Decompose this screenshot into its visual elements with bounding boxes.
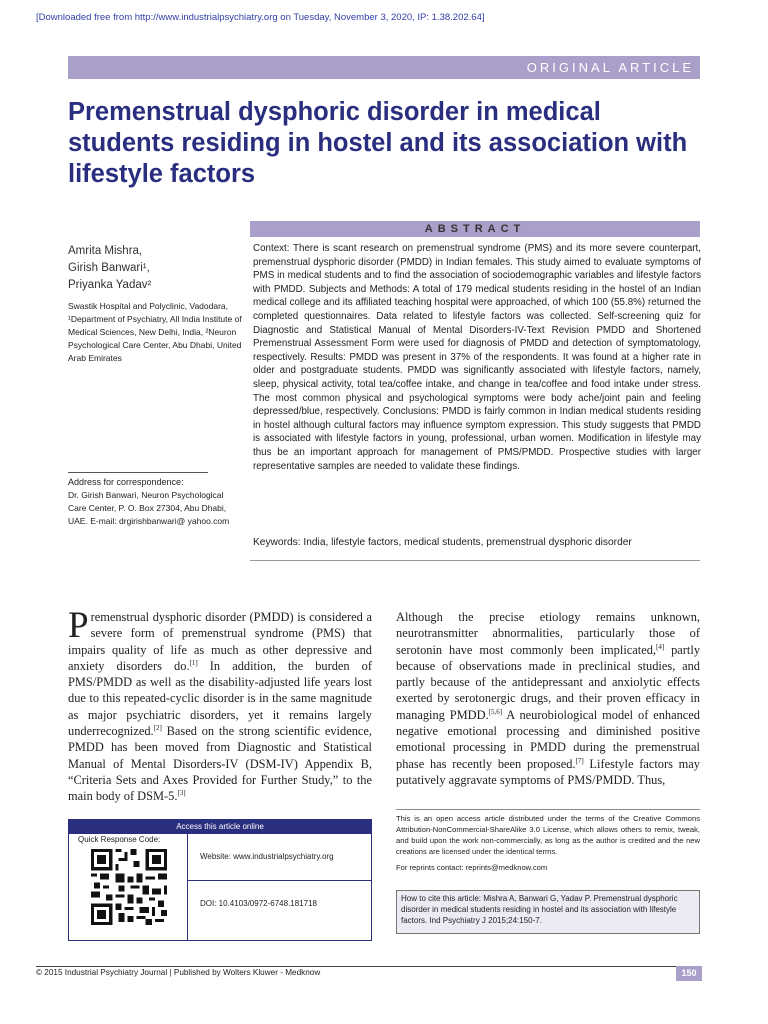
body-text: Based on the strong scientific evidence, PMDD has been moved from Diagnostic and Statistical Manual of Mental Disorders-IV (DSM-IV) Appendix B, “Criteria Sets and Axes Provided for Further Study,” to the main body of DSM-5. [68, 724, 372, 804]
doi-link[interactable]: DOI: 10.4103/0972-6748.181718 [200, 899, 317, 908]
body-column-right [396, 609, 700, 788]
body-text: partly because of observations made in preclinical studies, and partly because of the antidepressant and anxiolytic effects exerted by serotonergic drugs, and their proven efficacy in managing PMDD. [396, 642, 701, 722]
author-name: Amrita Mishra, [68, 245, 143, 257]
page-number: 150 [676, 966, 702, 981]
body-text: A neurobiological model of enhanced negative emotional processing and diminished positive emotional processing in PMDD during the premenstrual phase has recently been proposed. [396, 707, 700, 771]
access-divider [187, 833, 188, 940]
access-header: Access this article online [69, 820, 371, 834]
citation-ref[interactable]: [2] [153, 723, 162, 732]
access-divider [187, 880, 371, 881]
author-name: Girish Banwari¹, [68, 262, 150, 274]
reprints-contact: For reprints contact: reprints@medknow.com [396, 863, 548, 872]
author-affiliations: Swastik Hospital and Polyclinic, Vadodara, ¹Department of Psychiatry, All India Institute of Medical Sciences, New Delhi, India, ²Neuron Psychological Care Center, Abu Dhabi, United Arab Emirates [68, 301, 242, 363]
body-text: In addition, the burden of PMS/PMDD as well as the disability-adjusted life years lost due to this repeated-cyclic disorder is in the same magnitude as major psychiatric disorders, yet it remains largely underrecognized. [68, 658, 372, 739]
correspondence-heading: Address for correspondence: [68, 472, 208, 489]
drop-cap: P [68, 605, 89, 646]
footer-divider [36, 966, 702, 967]
citation-ref[interactable]: [5,6] [488, 707, 503, 716]
article-title: Premenstrual dysphoric disorder in medical students residing in hostel and its association with lifestyle factors [68, 98, 688, 188]
website-link[interactable]: Website: www.industrialpsychiatry.org [200, 852, 334, 861]
qr-label: Quick Response Code: [78, 835, 161, 844]
citation-ref[interactable]: [7] [575, 756, 584, 765]
body-column-left [68, 605, 372, 805]
keywords: Keywords: India, lifestyle factors, medical students, premenstrual dysphoric disorder [253, 537, 632, 548]
journal-footer: © 2015 Industrial Psychiatry Journal | Published by Wolters Kluwer - Medknow [36, 968, 321, 977]
author-name: Priyanka Yadav² [68, 279, 152, 291]
qr-code-icon[interactable] [91, 849, 167, 925]
download-notice: [Downloaded free from http://www.industrialpsychiatry.org on Tuesday, November 3, 2020, IP: 1.38.202.64] [36, 12, 485, 23]
citation-box: How to cite this article: Mishra A, Banwari G, Yadav P. Premenstrual dysphoric disorder in medical students residing in hostel and its association with lifestyle factors. Ind Psychiatry J 2015;24:150-7. [396, 890, 700, 934]
open-access-notice: This is an open access article distributed under the terms of the Creative Commons Attribution-NonCommercial-ShareAlike 3.0 License, which allows others to remix, tweak, and build upon the work non-commercially, as long as the author is credited and the new creations are licensed under the identical terms. [396, 809, 700, 857]
correspondence-block [68, 472, 243, 528]
section-label: ORIGINAL ARTICLE [68, 56, 700, 79]
citation-ref[interactable]: [1] [189, 658, 198, 667]
citation-ref[interactable]: [3] [177, 789, 186, 798]
keywords-divider [250, 560, 700, 561]
abstract-heading: ABSTRACT [250, 221, 700, 237]
correspondence-text: Dr. Girish Banwari, Neuron Psychological Care Center, P. O. Box 27304, Abu Dhabi, UAE. E-mail: drgirishbanwari@ yahoo.com [68, 490, 230, 526]
body-text: remenstrual dysphoric disorder (PMDD) is considered a severe form of premenstrual syndrome (PMS) that impairs quality of life as much as other depressive and anxiety disorders do. [68, 610, 372, 673]
citation-ref[interactable]: [4] [656, 642, 665, 651]
author-list [68, 243, 243, 294]
abstract-text: Context: There is scant research on premenstrual syndrome (PMS) and its more severe counterpart, premenstrual dysphoric disorder (PMDD) in Indian females. This study aimed to evaluate symptoms of PMS in medical students and to find the association of sociodemographic variables and lifestyle factors with PMDD. Subjects and Methods: A total of 179 medical students residing in the hostel of an Indian medical college and its affiliated teaching hospital were approached, of which 100 (55.8%) returned the completed questionnaires. Data related to lifestyle factors was collected. Self-screening quiz for Diagnostic and Statistical Manual of Mental Disorders-IV-Text Revision PMDD and Shortened Premenstrual Assessment Form were used for diagnosis of PMDD and detection of symptomatology, respectively. Results: PMDD was present in 37% of the respondents. It was found at a higher rate in older and postgraduate students. PMDD was significantly associated with lifestyle factors, namely, sleep, physical activity, total tea/coffee intake, and change in tea/coffee and food intake under stress. The most common physical and psychological symptoms were body ache/joint pain and feeling depressed/blue, respectively. Conclusions: PMDD is fairly common in Indian medical students residing in hostel although cultural factors may influence symptom expression. This study suggests that PMDD is associated with lifestyle factors in young, professional, urban women. Modification in lifestyle may thus be an important approach for management of PMS/PMDD. Prospective studies with larger representative samples are needed to validate these findings. [253, 243, 701, 472]
body-text: Lifestyle factors may putatively aggravate symptoms of PMS/PMDD. Thus, [396, 756, 700, 787]
body-text: Although the precise etiology remains unknown, neurotransmitter abnormalities, particularly those of serotonin have most commonly been implicated, [396, 610, 700, 657]
